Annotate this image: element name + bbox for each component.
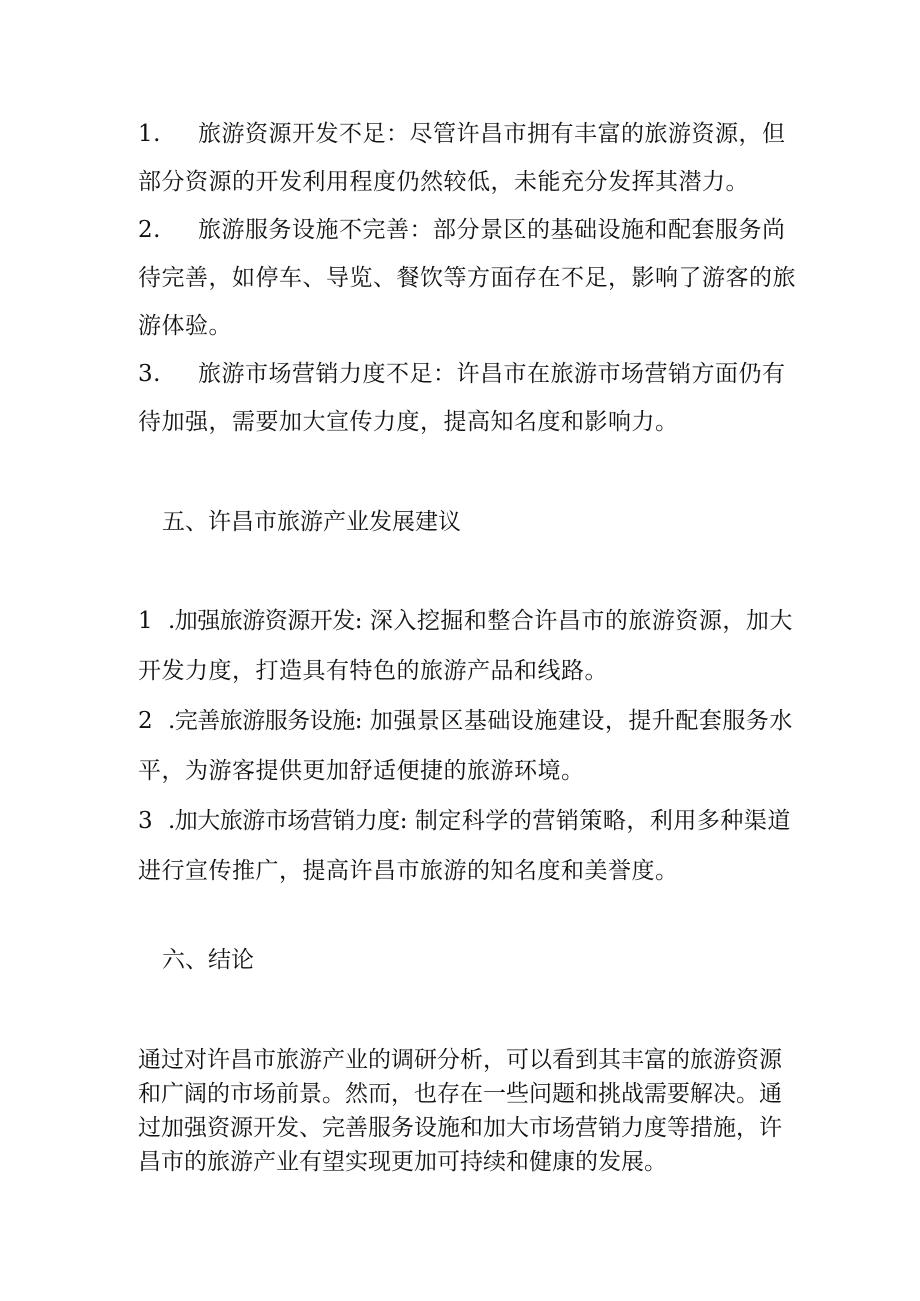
suggestion-title: .加大旅游市场营销力度:: [168, 808, 408, 834]
suggestion-text: 加强景区基础设施建设，提升配套服务水: [369, 708, 793, 734]
suggestion-line: 进行宣传推广，提高许昌市旅游的知名度和美誉度。: [138, 858, 679, 884]
suggestion-item-2: [138, 696, 793, 796]
suggestion-number: 3: [138, 808, 154, 834]
section-heading-5: 五、许昌市旅游产业发展建议: [162, 509, 461, 535]
problem-text: 旅游服务设施不完善：部分景区的基础设施和配套服务尚: [198, 217, 786, 243]
problem-item-1: [138, 110, 788, 206]
suggestion-text: 深入挖掘和整合许昌市的旅游资源，加大: [369, 608, 793, 634]
suggestion-item-3: [138, 796, 791, 896]
suggestion-number: 2: [138, 708, 154, 734]
problem-line: [138, 206, 788, 254]
suggestion-number: 1: [138, 608, 154, 634]
conclusion-line: 和广阔的市场前景。然而，也存在一些问题和挑战需要解决。通: [138, 1081, 782, 1107]
conclusion-line: 通过对许昌市旅游产业的调研分析，可以看到其丰富的旅游资源: [138, 1047, 782, 1073]
problem-text: 旅游资源开发不足：尽管许昌市拥有丰富的旅游资源，但: [198, 121, 786, 147]
problem-line: 待完善，如停车、导览、餐饮等方面存在不足，影响了游客的旅: [138, 265, 796, 291]
conclusion-paragraph: [138, 1043, 788, 1179]
problem-item-3: [138, 350, 788, 446]
problem-line: [138, 110, 788, 158]
suggestion-line: [138, 696, 793, 746]
problem-text: 旅游市场营销力度不足：许昌市在旅游市场营销方面仍有: [198, 361, 786, 387]
suggestion-line: [138, 596, 793, 646]
problem-item-2: [138, 206, 796, 350]
suggestions-list: [138, 596, 793, 896]
suggestion-line: 平，为游客提供更加舒适便捷的旅游环境。: [138, 758, 585, 784]
section-heading-6: 六、结论: [162, 947, 254, 973]
problem-line: 待加强，需要加大宣传力度，提高知名度和影响力。: [138, 409, 679, 435]
problem-line: 游体验。: [138, 313, 232, 339]
problem-line: 部分资源的开发利用程度仍然较低，未能充分发挥其潜力。: [138, 169, 749, 195]
problem-line: [138, 350, 788, 398]
problem-number: 2.: [138, 217, 161, 243]
problem-number: 3.: [138, 361, 161, 387]
conclusion-line: 过加强资源开发、完善服务设施和加大市场营销力度等措施，许: [138, 1115, 782, 1141]
suggestion-line: 开发力度，打造具有特色的旅游产品和线路。: [138, 658, 608, 684]
conclusion-line: 昌市的旅游产业有望实现更加可持续和健康的发展。: [138, 1149, 667, 1175]
suggestion-item-1: [138, 596, 793, 696]
problem-number: 1.: [138, 121, 161, 147]
problems-list: [138, 110, 796, 446]
suggestion-title: .完善旅游服务设施:: [168, 708, 363, 734]
suggestion-title: .加强旅游资源开发:: [168, 608, 363, 634]
suggestion-line: [138, 796, 791, 846]
suggestion-text: 制定科学的营销策略，利用多种渠道: [414, 808, 791, 834]
